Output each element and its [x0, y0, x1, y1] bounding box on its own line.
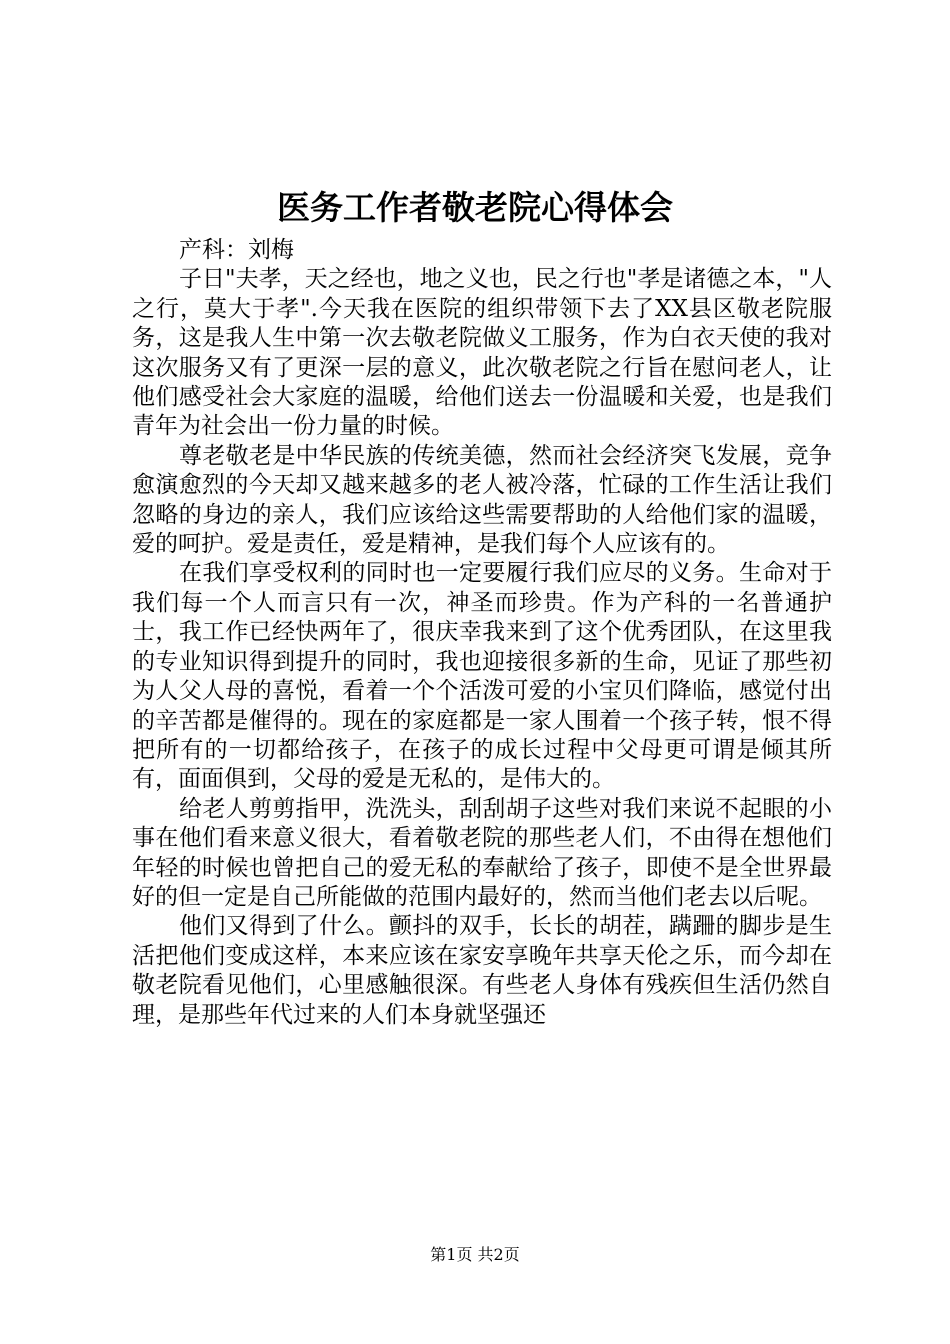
document-body: [132, 236, 832, 1030]
author-line: 产科：刘梅: [179, 237, 294, 263]
page-footer: 第1页 共2页: [430, 1245, 520, 1264]
paragraph: 尊老敬老是中华民族的传统美德，然而社会经济突飞发展，竞争愈演愈烈的今天却又越来越多的老人被冷落，忙碌的工作生活让我们忽略的身边的亲人，我们应该给这些需要帮助的人给他们家的温暖，爱的呵护。爱是责任，爱是精神，是我们每个人应该有的。: [132, 442, 832, 558]
paragraph: 他们又得到了什么。颤抖的双手，长长的胡茬，蹒跚的脚步是生活把他们变成这样，本来应该在家安享晚年共享天伦之乐，而今却在敬老院看见他们，心里感触很深。有些老人身体有残疾但生活仍然自理，是那些年代过来的人们本身就坚强还: [132, 913, 832, 1028]
document-title: 医务工作者敬老院心得体会: [277, 188, 673, 227]
paragraph: 给老人剪剪指甲，洗洗头，刮刮胡子这些对我们来说不起眼的小事在他们看来意义很大，看着敬老院的那些老人们，不由得在想他们年轻的时候也曾把自己的爱无私的奉献给了孩子，即使不是全世界最好的但一定是自己所能做的范围内最好的，然而当他们老去以后呢。: [132, 795, 832, 910]
paragraph: 子日"夫孝，天之经也，地之义也，民之行也"孝是诸德之本，"人之行，莫大于孝".今天我在医院的组织带领下去了XX县区敬老院服务，这是我人生中第一次去敬老院做义工服务，作为白衣天使的我对这次服务又有了更深一层的意义，此次敬老院之行旨在慰问老人，让他们感受社会大家庭的温暖，给他们送去一份温暖和关爱，也是我们青年为社会出一份力量的时候。: [132, 266, 832, 440]
paragraph: 在我们享受权利的同时也一定要履行我们应尽的义务。生命对于我们每一个人而言只有一次，神圣而珍贵。作为产科的一名普通护士，我工作已经快两年了，很庆幸我来到了这个优秀团队，在这里我的专业知识得到提升的同时，我也迎接很多新的生命，见证了那些初为人父人母的喜悦，看着一个个活泼可爱的小宝贝们降临，感觉付出的辛苦都是催得的。现在的家庭都是一家人围着一个孩子转，恨不得把所有的一切都给孩子，在孩子的成长过程中父母更可谓是倾其所有，面面俱到，父母的爱是无私的，是伟大的。: [132, 560, 832, 793]
